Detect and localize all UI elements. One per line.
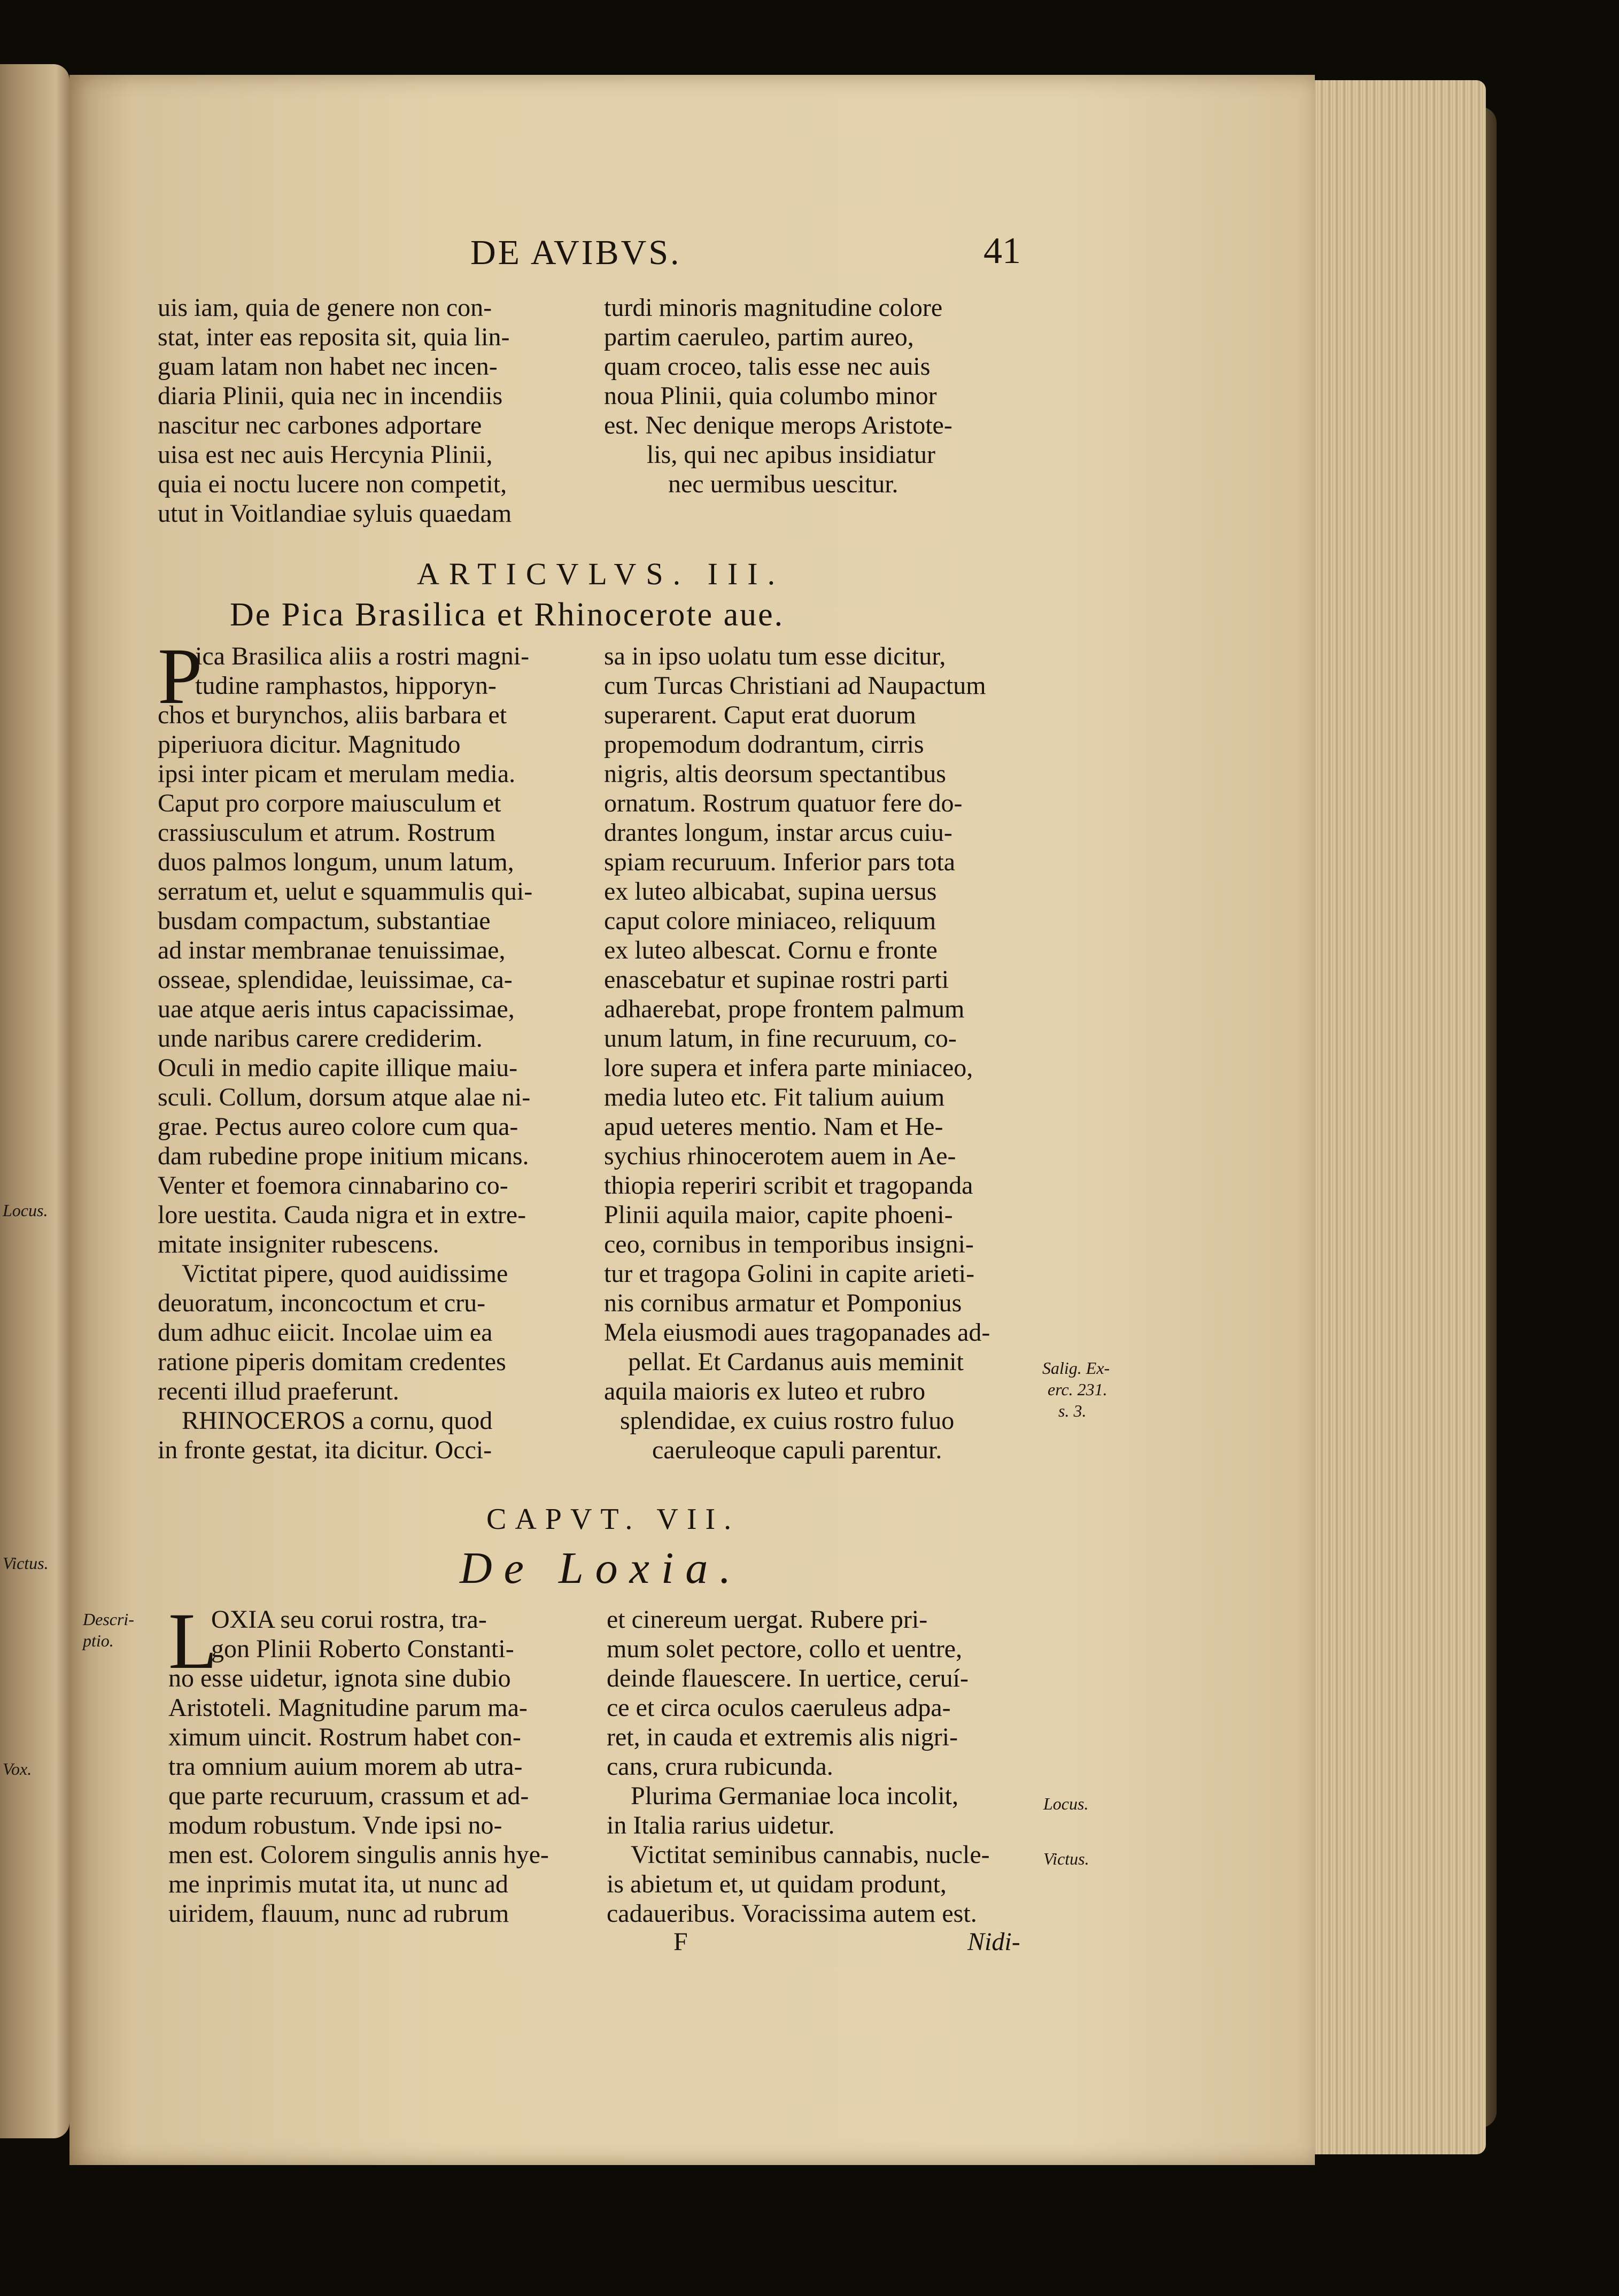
margin-note-victus: Victus.: [3, 1553, 49, 1573]
text-line: Venter et foemora cinnabarino co-: [158, 1171, 508, 1200]
text-line: uiridem, flauum, nunc ad rubrum: [168, 1899, 509, 1928]
text-line: Oculi in medio capite illique maiu-: [158, 1054, 518, 1082]
text-line: noua Plinii, quia columbo minor: [604, 382, 937, 410]
text-line: cadaueribus. Voracissima autem est.: [607, 1899, 977, 1928]
text-line: utut in Voitlandiae syluis quaedam: [158, 499, 512, 528]
margin-note-descriptio: Descri-: [83, 1610, 134, 1629]
page-edges: [1310, 80, 1486, 2154]
chapter-heading: CAPVT. VII.: [486, 1503, 740, 1536]
text-line: nigris, altis deorsum spectantibus: [604, 760, 946, 788]
text-line: men est. Colorem singulis annis hye-: [168, 1841, 549, 1869]
text-line: ipsi inter picam et merulam media.: [158, 760, 516, 788]
drop-cap: P: [158, 632, 203, 721]
text-line: serratum et, uelut e squammulis qui-: [158, 877, 533, 906]
running-title: DE AVIBVS.: [470, 233, 681, 272]
text-line: adhaerebat, prope frontem palmum: [604, 995, 965, 1023]
text-line: ceo, cornibus in temporibus insigni-: [604, 1230, 974, 1258]
margin-note-locus: Locus.: [1043, 1794, 1089, 1813]
book-page: [69, 75, 1315, 2165]
page-number: 41: [983, 230, 1021, 272]
text-line: Victitat pipere, quod auidissime: [182, 1259, 508, 1288]
text-line: mum solet pectore, collo et uentre,: [607, 1635, 963, 1663]
text-line: ica Brasilica aliis a rostri magni-: [195, 642, 530, 670]
text-line: tra omnium auium morem ab utra-: [168, 1752, 523, 1781]
text-line: gon Plinii Roberto Constanti-: [211, 1635, 514, 1663]
text-line: Plurima Germaniae loca incolit,: [631, 1782, 959, 1810]
text-line: ad instar membranae tenuissimae,: [158, 936, 506, 964]
margin-note-descriptio: ptio.: [83, 1631, 114, 1650]
chapter-right-column: [607, 1605, 1034, 1928]
text-line: caput colore miniaceo, reliquum: [604, 907, 936, 935]
text-line: cans, crura rubicunda.: [607, 1752, 833, 1781]
text-line: stat, inter eas reposita sit, quia lin-: [158, 323, 510, 351]
text-line: sa in ipso uolatu tum esse dicitur,: [604, 642, 946, 670]
text-line: dum adhuc eiicit. Incolae uim ea: [158, 1318, 493, 1347]
text-line: sculi. Collum, dorsum atque alae ni-: [158, 1083, 531, 1111]
margin-note-locus: Locus.: [3, 1201, 48, 1220]
text-line: uis iam, quia de genere non con-: [158, 293, 492, 322]
text-line: lore uestita. Cauda nigra et in extre-: [158, 1201, 526, 1229]
article-title: De Pica Brasilica et Rhinocerote aue.: [230, 597, 785, 633]
text-line: nascitur nec carbones adportare: [158, 411, 482, 439]
catchword: Nidi-: [967, 1928, 1020, 1956]
text-line: superarent. Caput erat duorum: [604, 701, 916, 729]
text-line: guam latam non habet nec incen-: [158, 352, 498, 381]
text-line: quam croceo, talis esse nec auis: [604, 352, 931, 381]
text-line: sychius rhinocerotem auem in Ae-: [604, 1142, 956, 1170]
article-left-column: [158, 641, 585, 1465]
text-line: spiam recuruum. Inferior pars tota: [604, 848, 956, 876]
text-line: piperiuora dicitur. Magnitudo: [158, 730, 461, 759]
text-line: drantes longum, instar arcus cuiu-: [604, 818, 952, 847]
text-line: aquila maioris ex luteo et rubro: [604, 1377, 926, 1405]
text-line: ce et circa oculos caeruleus adpa-: [607, 1694, 951, 1722]
chapter-title: De Loxia.: [460, 1543, 743, 1593]
text-line: dam rubedine prope initium micans.: [158, 1142, 529, 1170]
article-heading: ARTICVLVS. III.: [417, 556, 785, 591]
text-line: nis cornibus armatur et Pomponius: [604, 1289, 962, 1317]
text-line: cum Turcas Christiani ad Naupactum: [604, 671, 986, 700]
text-line: modum robustum. Vnde ipsi no-: [168, 1811, 502, 1839]
text-line: media luteo etc. Fit talium auium: [604, 1083, 945, 1111]
text-line: uae atque aeris intus capacissimae,: [158, 995, 515, 1023]
text-line: ex luteo albicabat, supina uersus: [604, 877, 937, 906]
margin-note-ref: Salig. Ex-: [1042, 1358, 1110, 1378]
top-left-column: [158, 293, 585, 528]
text-line: quia ei noctu lucere non competit,: [158, 470, 507, 498]
chapter-left-column: [168, 1605, 591, 1928]
text-line: propemodum dodrantum, cirris: [604, 730, 924, 759]
text-line: Caput pro corpore maiusculum et: [158, 789, 501, 817]
text-line: Victitat seminibus cannabis, nucle-: [631, 1841, 990, 1869]
text-line: ret, in cauda et extremis alis nigri-: [607, 1723, 958, 1751]
text-line: ornatum. Rostrum quatuor fere do-: [604, 789, 963, 817]
text-line: Plinii aquila maior, capite phoeni-: [604, 1201, 953, 1229]
text-line: in fronte gestat, ita dicitur. Occi-: [158, 1436, 492, 1464]
text-line: enascebatur et supinae rostri parti: [604, 965, 949, 994]
text-line: duos palmos longum, unum latum,: [158, 848, 514, 876]
text-line: RHINOCEROS a cornu, quod: [182, 1406, 493, 1435]
text-line: thiopia reperiri scribit et tragopanda: [604, 1171, 973, 1200]
text-line: splendidae, ex cuius rostro fuluo: [620, 1406, 955, 1435]
margin-note-victus: Victus.: [1043, 1849, 1089, 1868]
margin-note-ref: s. 3.: [1058, 1401, 1087, 1420]
text-line: in Italia rarius uidetur.: [607, 1811, 835, 1839]
text-line: diaria Plinii, quia nec in incendiis: [158, 382, 503, 410]
text-line: ratione piperis domitam credentes: [158, 1348, 506, 1376]
text-line: deinde flauescere. In uertice, ceruí-: [607, 1664, 969, 1692]
text-line: lore supera et infera parte miniaceo,: [604, 1054, 973, 1082]
text-line: lis, qui nec apibus insidiatur: [647, 440, 935, 469]
text-line: apud ueteres mentio. Nam et He-: [604, 1112, 943, 1141]
text-line: ex luteo albescat. Cornu e fronte: [604, 936, 938, 964]
margin-note-vox: Vox.: [3, 1759, 32, 1779]
text-line: me inprimis mutat ita, ut nunc ad: [168, 1870, 508, 1898]
article-right-column: [604, 641, 1032, 1465]
text-line: turdi minoris magnitudine colore: [604, 293, 943, 322]
signature-mark: F: [673, 1928, 688, 1956]
text-line: deuoratum, inconcoctum et cru-: [158, 1289, 486, 1317]
text-line: unde naribus carere crediderim.: [158, 1024, 483, 1053]
left-page-edge: [0, 64, 69, 2138]
text-line: ximum uincit. Rostrum habet con-: [168, 1723, 521, 1751]
text-line: grae. Pectus aureo colore cum qua-: [158, 1112, 518, 1141]
text-line: Aristoteli. Magnitudine parum ma-: [168, 1694, 528, 1722]
text-line: partim caeruleo, partim aureo,: [604, 323, 914, 351]
text-line: recenti illud praeferunt.: [158, 1377, 399, 1405]
text-line: is abietum et, ut quidam produnt,: [607, 1870, 947, 1898]
text-line: chos et burynchos, aliis barbara et: [158, 701, 507, 729]
text-line: et cinereum uergat. Rubere pri-: [607, 1605, 928, 1634]
text-line: pellat. Et Cardanus auis meminit: [628, 1348, 964, 1376]
text-line: unum latum, in fine recuruum, co-: [604, 1024, 957, 1053]
text-line: Mela eiusmodi aues tragopanades ad-: [604, 1318, 990, 1347]
text-line: que parte recuruum, crassum et ad-: [168, 1782, 529, 1810]
text-line: busdam compactum, substantiae: [158, 907, 491, 935]
text-line: caeruleoque capuli parentur.: [652, 1436, 942, 1464]
top-right-column: [604, 293, 1032, 499]
text-line: tur et tragopa Golini in capite arieti-: [604, 1259, 975, 1288]
text-line: nec uermibus uescitur.: [668, 470, 898, 498]
text-line: osseae, splendidae, leuissimae, ca-: [158, 965, 513, 994]
drop-cap: L: [168, 1597, 218, 1686]
text-line: uisa est nec auis Hercynia Plinii,: [158, 440, 493, 469]
text-line: est. Nec denique merops Aristote-: [604, 411, 952, 439]
text-line: mitate insigniter rubescens.: [158, 1230, 439, 1258]
margin-note-ref: erc. 231.: [1048, 1380, 1107, 1399]
text-line: no esse uidetur, ignota sine dubio: [168, 1664, 511, 1692]
text-line: tudine ramphastos, hipporyn-: [195, 671, 497, 700]
text-line: crassiusculum et atrum. Rostrum: [158, 818, 495, 847]
text-line: OXIA seu corui rostra, tra-: [211, 1605, 487, 1634]
